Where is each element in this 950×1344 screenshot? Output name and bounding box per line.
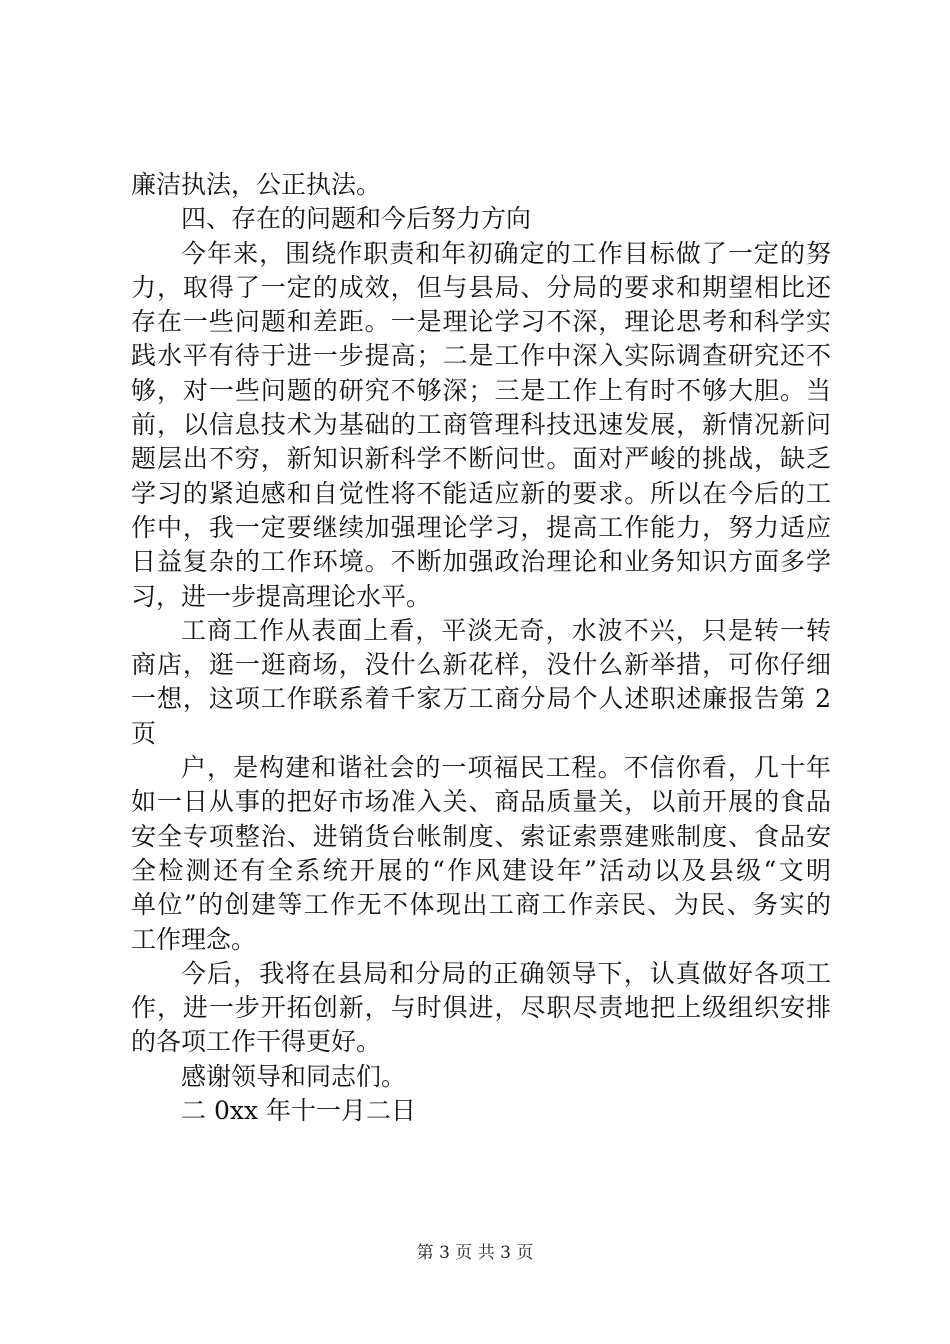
text-line: 安全专项整治、进销货台帐制度、索证索票建账制度、食品安 bbox=[131, 821, 831, 851]
text-line: 工商工作从表面上看，平淡无奇，水波不兴，只是转一转 bbox=[181, 615, 831, 645]
text-line: 页 bbox=[131, 718, 157, 748]
text-line: 如一日从事的把好市场准入关、商品质量关，以前开展的食品 bbox=[131, 787, 831, 817]
text-line: 题层出不穷，新知识新科学不断问世。面对严峻的挑战，缺乏 bbox=[131, 444, 831, 474]
text-line: 作，进一步开拓创新，与时俱进，尽职尽责地把上级组织安排 bbox=[131, 993, 831, 1023]
closing-line: 感谢领导和同志们。 bbox=[181, 1061, 407, 1091]
text-line: 工作理念。 bbox=[131, 924, 257, 954]
text-line: 全检测还有全系统开展的“作风建设年”活动以及县级“文明 bbox=[131, 855, 831, 885]
text-line: 学习的紧迫感和自觉性将不能适应新的要求。所以在今后的工 bbox=[131, 478, 831, 508]
page-number-footer: 第 3 页 共 3 页 bbox=[416, 1243, 534, 1263]
document-body bbox=[131, 168, 831, 1128]
text-line: 商店，逛一逛商场，没什么新花样，没什么新举措，可你仔细 bbox=[131, 650, 831, 680]
text-line: 存在一些问题和差距。一是理论学习不深，理论思考和科学实 bbox=[131, 307, 831, 337]
text-line: 力，取得了一定的成效，但与县局、分局的要求和期望相比还 bbox=[131, 272, 831, 302]
section-heading: 四、存在的问题和今后努力方向 bbox=[181, 204, 532, 234]
text-line: 作中，我一定要继续加强理论学习，提高工作能力，努力适应 bbox=[131, 512, 831, 542]
text-line: 廉洁执法，公正执法。 bbox=[131, 170, 382, 199]
text-line: 日益复杂的工作环境。不断加强政治理论和业务知识方面多学 bbox=[131, 547, 831, 577]
text-line: 今后，我将在县局和分局的正确领导下，认真做好各项工 bbox=[181, 958, 831, 988]
text-line: 前，以信息技术为基础的工商管理科技迅速发展，新情况新问 bbox=[131, 410, 831, 440]
text-line: 践水平有待于进一步提高；二是工作中深入实际调查研究还不 bbox=[131, 341, 831, 371]
text-line: 单位”的创建等工作无不体现出工商工作亲民、为民、务实的 bbox=[131, 890, 831, 920]
text-line: 户，是构建和谐社会的一项福民工程。不信你看，几十年 bbox=[181, 753, 831, 783]
text-line: 够，对一些问题的研究不够深；三是工作上有时不够大胆。当 bbox=[131, 375, 831, 405]
date-line: 二 0xx 年十一月二日 bbox=[181, 1096, 416, 1126]
text-line: 的各项工作干得更好。 bbox=[131, 1027, 382, 1057]
text-line: 一想，这项工作联系着千家万工商分局个人述职述廉报告第 2 bbox=[131, 684, 831, 714]
text-line: 今年来，围绕作职责和年初确定的工作目标做了一定的努 bbox=[181, 238, 831, 268]
text-line: 习，进一步提高理论水平。 bbox=[131, 581, 432, 611]
